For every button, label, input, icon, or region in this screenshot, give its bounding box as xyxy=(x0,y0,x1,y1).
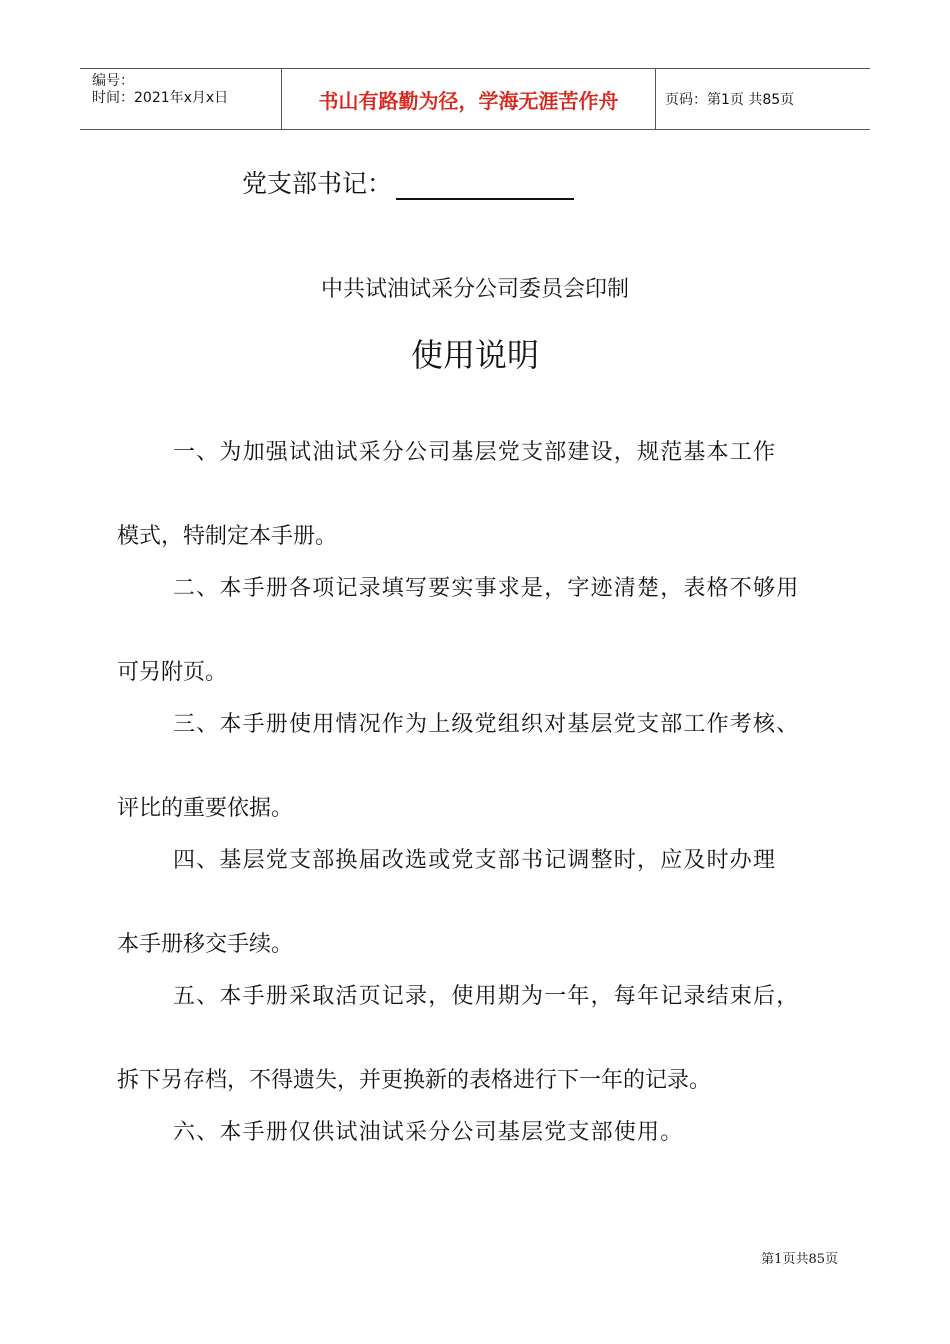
header-motto: 书山有路勤为径，学海无涯苦作舟 xyxy=(281,69,656,129)
page-title: 使用说明 xyxy=(410,336,539,374)
paragraph-5 xyxy=(117,986,847,1092)
paragraph-line: 五、本手册采取活页记录，使用期为一年，每年记录结束后， xyxy=(173,984,800,1009)
document-number-label: 编号： xyxy=(92,73,134,89)
paragraph-3 xyxy=(117,714,847,820)
paragraph-line: 拆下另存档，不得遗失，并更换新的表格进行下一年的记录。 xyxy=(117,1068,712,1093)
paragraph-4 xyxy=(117,850,847,956)
document-time-label: 时间：2021年x月x日 xyxy=(92,90,229,106)
paragraph-line: 六、本手册仅供试油试采分公司基层党支部使用。 xyxy=(173,1120,684,1145)
paragraph-6 xyxy=(117,1122,847,1144)
paragraph-line: 模式，特制定本手册。 xyxy=(117,524,338,549)
secretary-label: 党支部书记： xyxy=(242,169,393,198)
paragraph-1 xyxy=(117,442,847,548)
secretary-field xyxy=(242,164,574,200)
page-header xyxy=(80,68,870,130)
paragraph-line: 评比的重要依据。 xyxy=(117,796,294,821)
paragraph-line: 二、本手册各项记录填写要实事求是，字迹清楚，表格不够用 xyxy=(173,576,800,601)
header-meta xyxy=(80,69,280,129)
paragraph-line: 四、基层党支部换届改选或党支部书记调整时，应及时办理 xyxy=(173,848,777,873)
secretary-blank-line xyxy=(396,172,574,200)
paragraph-line: 三、本手册使用情况作为上级党组织对基层党支部工作考核、 xyxy=(173,712,800,737)
paragraph-line: 一、为加强试油试采分公司基层党支部建设，规范基本工作 xyxy=(173,440,777,465)
page-footer: 第1页共85页 xyxy=(761,1252,838,1267)
header-page-info: 页码：第1页 共85页 xyxy=(665,92,795,108)
paragraph-2 xyxy=(117,578,847,684)
paragraph-line: 本手册移交手续。 xyxy=(117,932,294,957)
printer-line: 中共试油试采分公司委员会印制 xyxy=(320,277,629,302)
paragraph-line: 可另附页。 xyxy=(117,660,228,685)
